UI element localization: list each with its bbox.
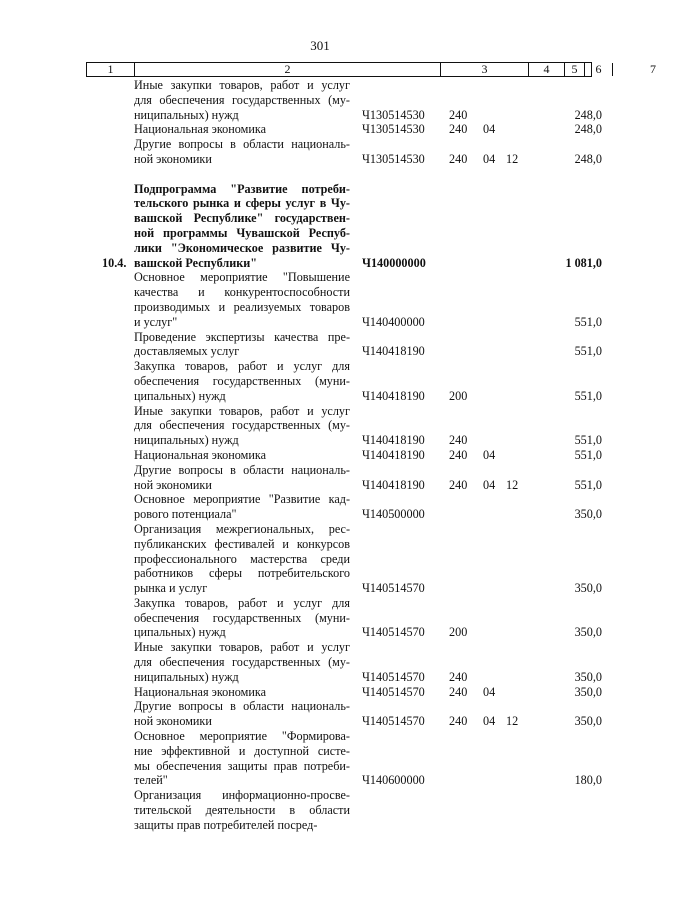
row-code: Ч130514530 bbox=[362, 107, 425, 122]
row-name-line: Другие вопросы в области националь- bbox=[134, 137, 350, 152]
row-name-line: ципальных) нужд bbox=[134, 388, 226, 403]
row-number: 10.4. bbox=[102, 255, 127, 270]
table-row bbox=[0, 122, 640, 137]
row-section: 04 bbox=[483, 714, 496, 729]
row-name bbox=[134, 729, 350, 788]
row-code: Ч140418190 bbox=[362, 344, 425, 359]
row-name-line: Основное мероприятие "Развитие кад- bbox=[134, 492, 350, 507]
row-name-line: Основное мероприятие "Повышение bbox=[134, 270, 350, 285]
page-number: 301 bbox=[310, 38, 330, 53]
row-name-line: Подпрограмма "Развитие потреби- bbox=[134, 181, 350, 196]
row-name bbox=[134, 330, 350, 360]
row-code: Ч140418190 bbox=[362, 477, 425, 492]
table-row bbox=[0, 522, 640, 596]
row-group: 240 bbox=[449, 477, 468, 492]
table-row bbox=[0, 359, 640, 403]
row-name bbox=[134, 596, 350, 640]
row-group: 240 bbox=[449, 684, 468, 699]
row-name-line: Организация информационно-просве- bbox=[134, 788, 350, 803]
row-name bbox=[134, 522, 350, 596]
row-amount: 551,0 bbox=[574, 447, 602, 462]
table-row bbox=[0, 182, 640, 271]
row-section: 04 bbox=[483, 151, 496, 166]
row-amount: 551,0 bbox=[574, 477, 602, 492]
row-code: Ч140514570 bbox=[362, 625, 425, 640]
table-row bbox=[0, 448, 640, 463]
row-group: 240 bbox=[449, 447, 468, 462]
row-name bbox=[134, 404, 350, 448]
row-name-line: ной программы Чувашской Респуб- bbox=[134, 225, 350, 240]
row-name-line: для обеспечения государственных (му- bbox=[134, 655, 350, 670]
row-name-line: ной экономики bbox=[134, 151, 212, 166]
row-name-line: Иные закупки товаров, работ и услуг bbox=[134, 403, 350, 418]
row-name bbox=[134, 137, 350, 167]
row-name-line: и услуг" bbox=[134, 314, 178, 329]
row-name bbox=[134, 359, 350, 403]
row-name-line: для обеспечения государственных (му- bbox=[134, 418, 350, 433]
row-name-line: качества и конкурентоспособности bbox=[134, 285, 350, 300]
row-name bbox=[134, 78, 350, 122]
table-row bbox=[0, 492, 640, 522]
row-group: 200 bbox=[449, 388, 468, 403]
table-row bbox=[0, 729, 640, 788]
row-name-line: Закупка товаров, работ и услуг для bbox=[134, 359, 350, 374]
header-cell-1: 1 bbox=[87, 63, 135, 76]
row-name-line: вашской Республике" государствен- bbox=[134, 211, 350, 226]
row-amount: 248,0 bbox=[574, 107, 602, 122]
row-group: 240 bbox=[449, 151, 468, 166]
row-name-line: работников сферы потребительского bbox=[134, 566, 350, 581]
row-name-line: производимых и реализуемых товаров bbox=[134, 299, 350, 314]
row-name-line: Национальная экономика bbox=[134, 447, 267, 462]
table-row bbox=[0, 270, 640, 329]
row-section: 04 bbox=[483, 122, 496, 137]
row-amount: 248,0 bbox=[574, 122, 602, 137]
table-row bbox=[0, 699, 640, 729]
row-name-line: ципальных) нужд bbox=[134, 625, 226, 640]
row-name-line: Проведение экспертизы качества пре- bbox=[134, 329, 350, 344]
header-cell-6: 6 bbox=[585, 63, 613, 76]
row-name-line: Иные закупки товаров, работ и услуг bbox=[134, 78, 350, 92]
table-row bbox=[0, 596, 640, 640]
table-row bbox=[0, 404, 640, 448]
row-name-line: Национальная экономика bbox=[134, 122, 267, 137]
header-cell-4: 4 bbox=[529, 63, 565, 76]
table-row bbox=[0, 463, 640, 493]
row-name-line: защиты прав потребителей посред- bbox=[134, 817, 318, 832]
row-amount: 350,0 bbox=[574, 669, 602, 684]
row-name-line: ние эффективной и доступной систе- bbox=[134, 743, 350, 758]
row-amount: 350,0 bbox=[574, 507, 602, 522]
row-amount: 551,0 bbox=[574, 344, 602, 359]
row-name-line: рынка и услуг bbox=[134, 581, 208, 596]
row-name-line: мы обеспечения защиты прав потреби- bbox=[134, 758, 350, 773]
row-name-line: Основное мероприятие "Формирова- bbox=[134, 729, 350, 744]
row-name-line: доставляемых услуг bbox=[134, 344, 240, 359]
row-amount: 551,0 bbox=[574, 388, 602, 403]
row-amount: 180,0 bbox=[574, 773, 602, 788]
row-name-line: Национальная экономика bbox=[134, 684, 267, 699]
row-name-line: телей" bbox=[134, 773, 168, 788]
table-row bbox=[0, 137, 640, 167]
header-cell-5: 5 bbox=[565, 63, 585, 76]
row-amount: 551,0 bbox=[574, 314, 602, 329]
row-name bbox=[134, 685, 350, 700]
row-code: Ч140514570 bbox=[362, 669, 425, 684]
row-name-line: Другие вопросы в области националь- bbox=[134, 462, 350, 477]
header-cell-3: 3 bbox=[441, 63, 529, 76]
row-name-line: для обеспечения государственных (му- bbox=[134, 92, 350, 107]
row-code: Ч140000000 bbox=[362, 255, 426, 270]
row-amount: 350,0 bbox=[574, 625, 602, 640]
row-name-line: тительской деятельности в области bbox=[134, 803, 350, 818]
row-name-line: обеспечения государственных (муни- bbox=[134, 373, 350, 388]
row-amount: 248,0 bbox=[574, 151, 602, 166]
row-code: Ч140514570 bbox=[362, 581, 425, 596]
row-name-line: тельского рынка и сферы услуг в Чу- bbox=[134, 196, 350, 211]
row-group: 200 bbox=[449, 625, 468, 640]
row-subsection: 12 bbox=[506, 714, 519, 729]
row-name-line: публиканских фестивалей и конкурсов bbox=[134, 536, 350, 551]
row-name bbox=[134, 640, 350, 684]
row-name bbox=[134, 270, 350, 329]
row-group: 240 bbox=[449, 122, 468, 137]
row-name-line: ной экономики bbox=[134, 714, 212, 729]
row-name-line: Организация межрегиональных, рес- bbox=[134, 521, 350, 536]
row-name bbox=[134, 122, 350, 137]
row-name-line: обеспечения государственных (муни- bbox=[134, 610, 350, 625]
row-name bbox=[134, 448, 350, 463]
row-code: Ч130514530 bbox=[362, 151, 425, 166]
row-group: 240 bbox=[449, 107, 468, 122]
row-name bbox=[134, 182, 350, 271]
row-name-line: профессионального мастерства среди bbox=[134, 551, 350, 566]
row-amount: 1 081,0 bbox=[565, 255, 602, 270]
table-body bbox=[0, 78, 640, 833]
table-row bbox=[0, 788, 640, 832]
row-section: 04 bbox=[483, 477, 496, 492]
table-header-row bbox=[86, 62, 656, 77]
table-row bbox=[0, 640, 640, 684]
row-code: Ч140600000 bbox=[362, 773, 425, 788]
row-code: Ч140418190 bbox=[362, 447, 425, 462]
row-subsection: 12 bbox=[506, 151, 519, 166]
table-row bbox=[0, 685, 640, 700]
row-group: 240 bbox=[449, 669, 468, 684]
row-subsection: 12 bbox=[506, 477, 519, 492]
row-spacer bbox=[0, 167, 640, 182]
row-amount: 350,0 bbox=[574, 684, 602, 699]
row-name-line: ниципальных) нужд bbox=[134, 433, 239, 448]
row-group: 240 bbox=[449, 714, 468, 729]
row-code: Ч140400000 bbox=[362, 314, 425, 329]
row-name-line: вашской Республики" bbox=[134, 255, 258, 270]
row-name-line: Закупка товаров, работ и услуг для bbox=[134, 595, 350, 610]
row-name bbox=[134, 492, 350, 522]
row-group: 240 bbox=[449, 433, 468, 448]
row-section: 04 bbox=[483, 684, 496, 699]
row-code: Ч140418190 bbox=[362, 433, 425, 448]
table-row bbox=[0, 78, 640, 122]
header-cell-7: 7 bbox=[650, 62, 656, 76]
row-name-line: Другие вопросы в области националь- bbox=[134, 699, 350, 714]
row-name-line: рового потенциала" bbox=[134, 507, 237, 522]
row-name-line: ной экономики bbox=[134, 477, 212, 492]
row-name bbox=[134, 788, 350, 832]
row-name-line: Иные закупки товаров, работ и услуг bbox=[134, 640, 350, 655]
row-code: Ч140514570 bbox=[362, 684, 425, 699]
row-amount: 350,0 bbox=[574, 581, 602, 596]
row-code: Ч130514530 bbox=[362, 122, 425, 137]
row-name-line: ниципальных) нужд bbox=[134, 669, 239, 684]
row-code: Ч140514570 bbox=[362, 714, 425, 729]
header-cell-2: 2 bbox=[135, 63, 441, 76]
row-name bbox=[134, 463, 350, 493]
row-amount: 551,0 bbox=[574, 433, 602, 448]
row-name-line: лики "Экономическое развитие Чу- bbox=[134, 240, 350, 255]
table-row bbox=[0, 330, 640, 360]
row-amount: 350,0 bbox=[574, 714, 602, 729]
row-section: 04 bbox=[483, 447, 496, 462]
row-name-line: ниципальных) нужд bbox=[134, 107, 239, 122]
row-name bbox=[134, 699, 350, 729]
row-code: Ч140500000 bbox=[362, 507, 425, 522]
row-code: Ч140418190 bbox=[362, 388, 425, 403]
